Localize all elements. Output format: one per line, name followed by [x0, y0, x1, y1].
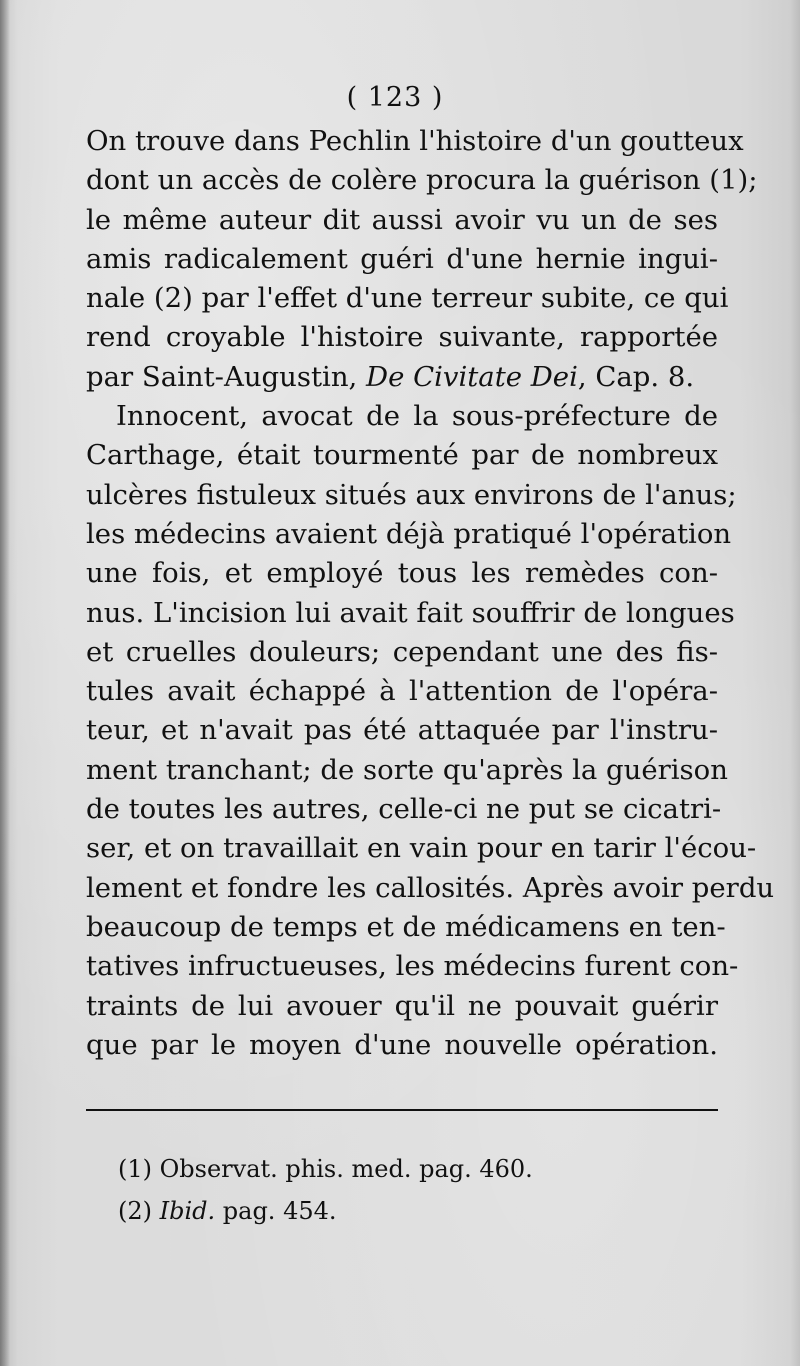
text-line: ulcères fistuleux situés aux environs de l'anus;	[86, 478, 737, 511]
page-number: ( 123 )	[346, 82, 444, 113]
text-line: lement et fondre les callosités. Après avoir perdu	[86, 871, 775, 904]
text-line: nus. L'incision lui avait fait souffrir de longues	[86, 596, 735, 629]
text-line: amis radicalement guéri d'une hernie ingui-	[86, 242, 718, 275]
text-line: ser, et on travaillait en vain pour en tarir l'écou-	[86, 832, 757, 865]
text-line: les médecins avaient déjà pratiqué l'opération	[86, 517, 732, 550]
text-line: beaucoup de temps et de médicamens en ten-	[86, 910, 726, 943]
footnote-2	[118, 1190, 678, 1232]
text-line: que par le moyen d'une nouvelle opération.	[86, 1028, 718, 1061]
text-line: le même auteur dit aussi avoir vu un de ses	[86, 203, 718, 236]
text-line: tatives infructueuses, les médecins furent con-	[86, 950, 739, 983]
text-segment: par Saint-Augustin,	[86, 360, 367, 393]
text-segment: , Cap. 8.	[577, 360, 695, 393]
text-line: tules avait échappé à l'attention de l'opéra-	[86, 675, 718, 708]
text-line: nale (2) par l'effet d'une terreur subite, ce qui	[86, 282, 729, 315]
text-line: de toutes les autres, celle-ci ne put se cicatri-	[86, 793, 722, 826]
text-line: et cruelles douleurs; cependant une des fis-	[86, 635, 718, 668]
text-line: une fois, et employé tous les remèdes con-	[86, 557, 718, 590]
text-line	[86, 358, 718, 397]
footnote-text: pag. 454.	[215, 1197, 337, 1225]
footnote-ibid: Ibid.	[159, 1197, 216, 1225]
text-line: Carthage, était tourmenté par de nombreux	[86, 439, 718, 472]
paragraph-first-line: Innocent, avocat de la sous-préfecture de	[116, 400, 718, 433]
footnotes	[118, 1148, 678, 1232]
page-gutter-shadow	[0, 0, 10, 1366]
text-line: ment tranchant; de sorte qu'après la guérison	[86, 753, 728, 786]
footnote-rule	[86, 1109, 718, 1111]
text-line: rend croyable l'histoire suivante, rapportée	[86, 321, 718, 354]
footnote-marker: (2)	[118, 1197, 160, 1225]
text-line: traints de lui avouer qu'il ne pouvait guérir	[86, 989, 718, 1022]
work-title: De Civitate Dei	[366, 360, 578, 393]
text-line: dont un accès de colère procura la guérison (1);	[86, 164, 758, 197]
text-line: teur, et n'avait pas été attaquée par l'instru-	[86, 714, 718, 747]
footnote-1: (1) Observat. phis. med. pag. 460.	[118, 1155, 533, 1183]
body-text	[86, 122, 775, 1065]
text-line: On trouve dans Pechlin l'histoire d'un goutteux	[86, 125, 744, 157]
